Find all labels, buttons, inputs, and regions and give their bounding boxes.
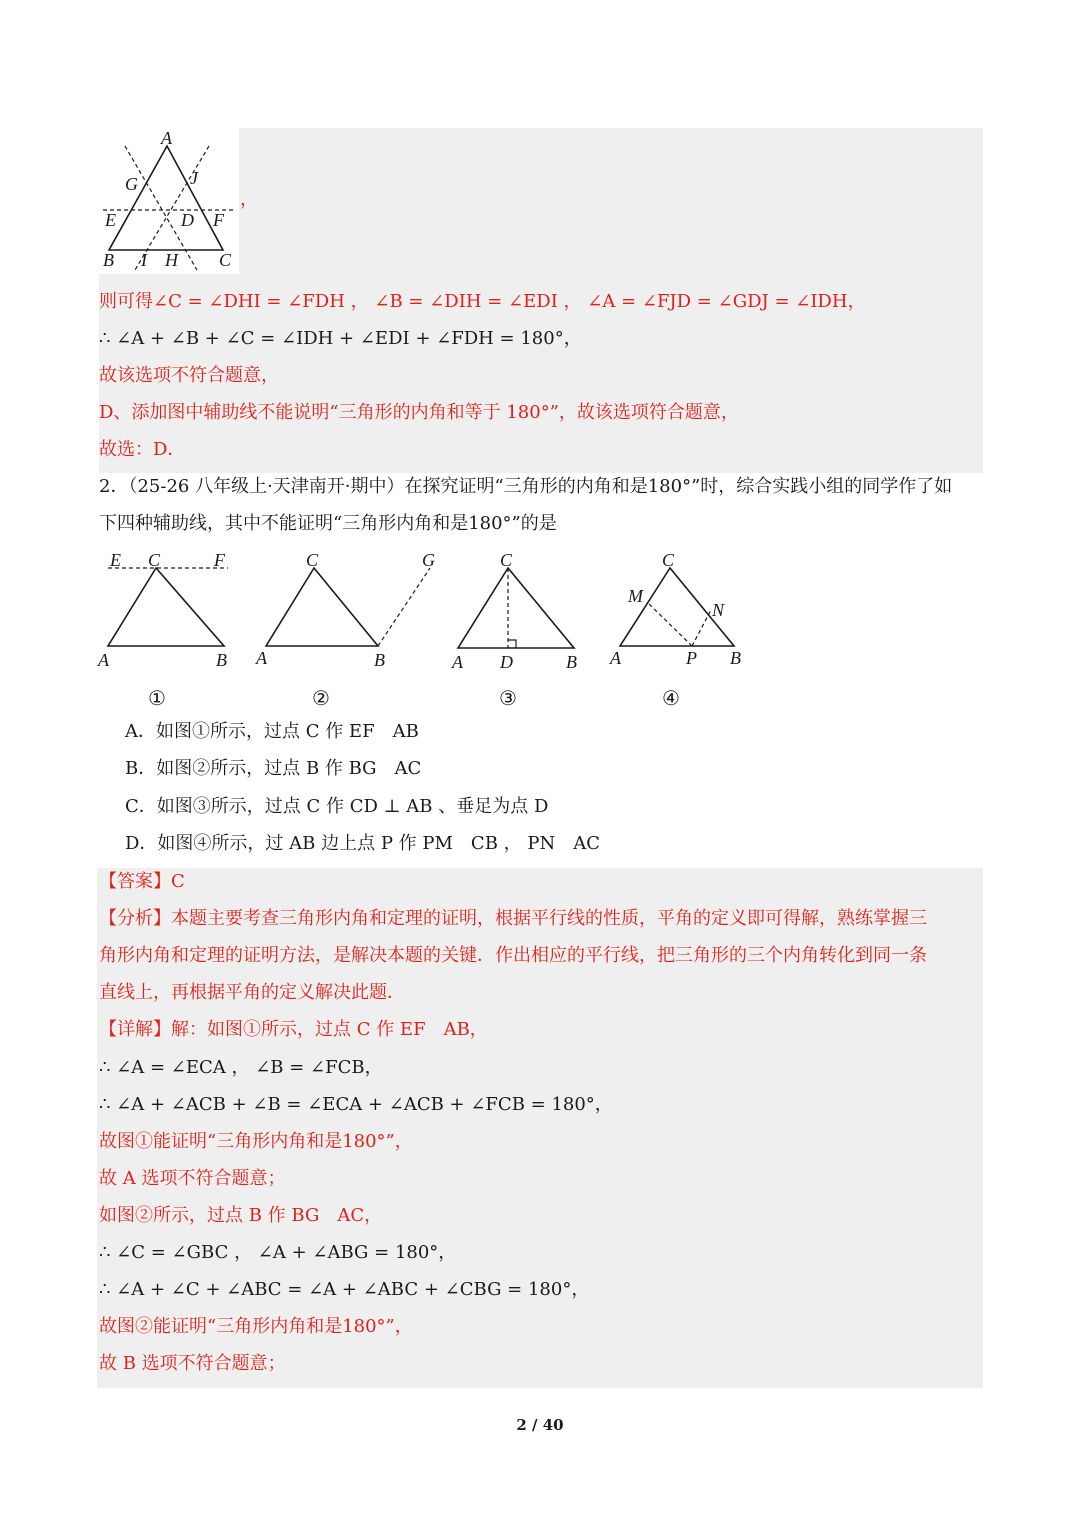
detail-line-6: ∴ ∠C = ∠GBC ， ∠A + ∠ABG = 180°， — [99, 1242, 457, 1263]
fig1-label-f: F — [214, 550, 225, 570]
figure-2-caption: ② — [312, 686, 330, 710]
option-b: B．如图②所示，过点 B 作 BG AC — [125, 758, 422, 779]
analysis-line-3: 直线上，再根据平角的定义解决此题． — [99, 982, 405, 1003]
detail-line-5: 如图②所示，过点 B 作 BG AC， — [99, 1205, 383, 1226]
fig3-label-c: C — [500, 550, 513, 570]
fig3-label-d: D — [500, 652, 513, 672]
fig-label-d: D — [181, 210, 194, 230]
detail-line-4: 故 A 选项不符合题意； — [99, 1168, 286, 1189]
fig-label-a: A — [161, 128, 172, 148]
fig4-label-m: M — [628, 586, 643, 606]
figure-3-caption: ③ — [499, 686, 517, 710]
fig1-label-b: B — [216, 650, 227, 670]
fig1-label-a: A — [98, 650, 109, 670]
fig4-label-a: A — [610, 648, 621, 668]
fig2-label-g: G — [422, 550, 435, 570]
option-a: A．如图①所示，过点 C 作 EF AB — [125, 721, 419, 742]
detail-line-1: ∴ ∠A = ∠ECA ， ∠B = ∠FCB， — [99, 1057, 383, 1078]
prev-solution-line-5: 故选：D． — [99, 439, 186, 460]
prev-solution-line-4: D、添加图中辅助线不能说明“三角形的内角和等于 180°”，故该选项符合题意， — [99, 402, 739, 423]
fig4-label-c: C — [662, 550, 675, 570]
fig-label-e: E — [105, 210, 116, 230]
fig1-label-c: C — [148, 550, 161, 570]
prev-solution-line-1: 则可得∠C = ∠DHI = ∠FDH ， ∠B = ∠DIH = ∠EDI ， ∠A = ∠FJD = ∠GDJ = ∠IDH， — [99, 291, 866, 312]
figure-4-caption: ④ — [662, 686, 680, 710]
prev-solution-line-2: ∴ ∠A + ∠B + ∠C = ∠IDH + ∠EDI + ∠FDH = 180°， — [99, 328, 582, 349]
detail-line-3: 故图①能证明“三角形内角和是180°”， — [99, 1131, 413, 1152]
fig2-label-a: A — [256, 648, 267, 668]
detail-line-2: ∴ ∠A + ∠ACB + ∠B = ∠ECA + ∠ACB + ∠FCB = 180°， — [99, 1094, 613, 1115]
option-d: D．如图④所示，过 AB 边上点 P 作 PM CB ， PN AC — [125, 833, 600, 854]
option-c: C．如图③所示，过点 C 作 CD ⊥ AB 、垂足为点 D — [125, 796, 549, 817]
detail-line-9: 故 B 选项不符合题意； — [99, 1353, 286, 1374]
answer-line: 【答案】C — [99, 871, 185, 892]
fig-label-g: G — [125, 174, 138, 194]
fig-label-i: I — [141, 250, 147, 270]
fig2-label-b: B — [374, 650, 385, 670]
page-number: 2 / 40 — [516, 1416, 564, 1434]
fig-label-h: H — [165, 250, 178, 270]
question-figure-3 — [448, 546, 588, 674]
question-stem-line-1: 2．（25-26 八年级上·天津南开·期中）在探究证明“三角形的内角和是180°”时，综合实践小组的同学作了如 — [99, 476, 953, 497]
question-figure-1 — [96, 546, 236, 674]
fig-label-j: J — [190, 168, 198, 188]
question-figure-2 — [252, 546, 448, 674]
triangle-auxiliary-figure — [99, 128, 239, 274]
fig-label-f: F — [213, 210, 224, 230]
fig-label-c: C — [219, 250, 232, 270]
detail-line-7: ∴ ∠A + ∠C + ∠ABC = ∠A + ∠ABC + ∠CBG = 180°， — [99, 1279, 590, 1300]
figure-trailing-comma: ， — [240, 189, 258, 210]
fig3-label-a: A — [452, 652, 463, 672]
detail-heading: 【详解】解：如图①所示，过点 C 作 EF AB， — [99, 1019, 488, 1040]
prev-solution-line-3: 故该选项不符合题意， — [99, 365, 279, 386]
fig3-label-b: B — [566, 652, 577, 672]
figure-1-caption: ① — [148, 686, 166, 710]
question-stem-line-2: 下四种辅助线，其中不能证明“三角形内角和是180°”的是 — [99, 513, 557, 534]
fig4-label-n: N — [712, 600, 725, 620]
analysis-line-2: 角形内角和定理的证明方法，是解决本题的关键．作出相应的平行线，把三角形的三个内角转化到同一条 — [99, 945, 927, 966]
fig4-label-p: P — [686, 648, 697, 668]
analysis-line-1: 【分析】本题主要考查三角形内角和定理的证明，根据平行线的性质，平角的定义即可得解，熟练掌握三 — [99, 908, 927, 929]
fig-label-b: B — [103, 250, 114, 270]
detail-line-8: 故图②能证明“三角形内角和是180°”， — [99, 1316, 413, 1337]
question-figure-4 — [604, 546, 754, 674]
fig2-label-c: C — [306, 550, 319, 570]
fig4-label-b: B — [730, 648, 741, 668]
fig1-label-e: E — [110, 550, 121, 570]
